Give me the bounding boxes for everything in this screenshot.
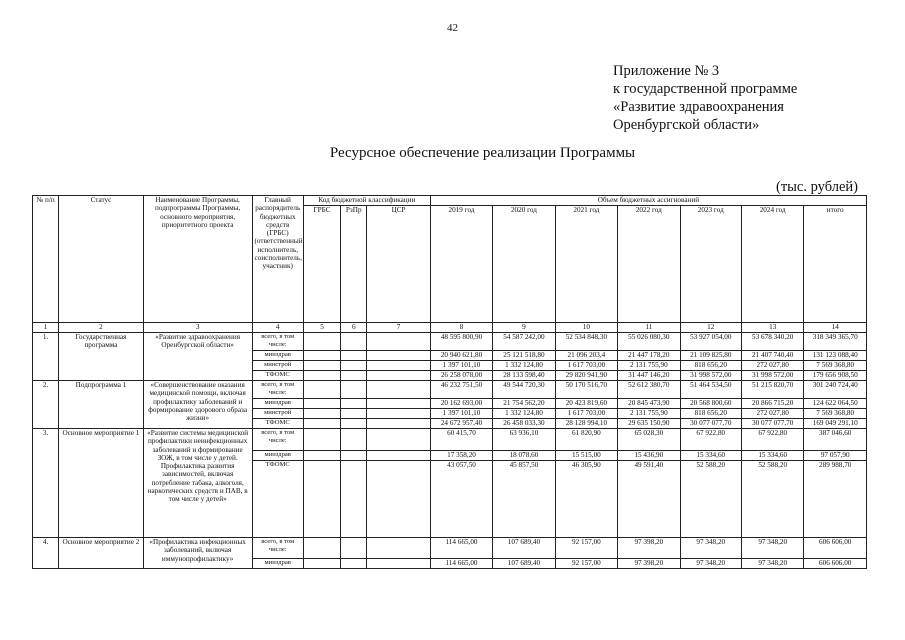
column-number: 5 xyxy=(303,323,340,333)
row-name: «Развитие системы медицинской профилактики неинфекционных заболеваний и формирование ЗОЖ, в том числе у детей. Профилактика развития зависимостей, включая потребление табака, алкоголя, наркотических средств и ПАВ, в том числе у детей» xyxy=(143,429,252,538)
amount-cell: 21 447 178,20 xyxy=(618,351,680,361)
code-cell xyxy=(303,381,340,399)
amount-cell: 31 998 572,00 xyxy=(680,371,741,381)
column-number: 3 xyxy=(143,323,252,333)
amount-cell: 20 940 621,80 xyxy=(430,351,492,361)
amount-cell: 52 534 848,30 xyxy=(555,333,617,351)
resource-table xyxy=(32,195,867,569)
code-cell xyxy=(341,409,367,419)
amount-cell: 26 258 078,00 xyxy=(430,371,492,381)
row-grbs: ТФОМС xyxy=(252,419,303,429)
column-number: 2 xyxy=(59,323,144,333)
row-grbs: ТФОМС xyxy=(252,461,303,538)
column-number: 4 xyxy=(252,323,303,333)
code-cell xyxy=(341,538,367,559)
row-grbs: всего, в том числе: xyxy=(252,429,303,451)
amount-cell: 20 866 715,20 xyxy=(741,399,803,409)
amount-cell: 2 131 755,90 xyxy=(618,409,680,419)
amount-cell: 67 922,80 xyxy=(680,429,741,451)
row-grbs: минздрав xyxy=(252,451,303,461)
page-number: 42 xyxy=(447,22,458,34)
appendix-block xyxy=(613,62,797,134)
row-grbs: всего, в том числе: xyxy=(252,333,303,351)
code-cell xyxy=(367,371,430,381)
column-number: 6 xyxy=(341,323,367,333)
header-csr: ЦСР xyxy=(367,206,430,323)
code-cell xyxy=(303,399,340,409)
header-grbs-main: Главный распорядитель бюджетных средств (ГРБС) (ответственный исполнитель, соисполнитель, участник) xyxy=(252,196,303,323)
total-cell: 606 606,00 xyxy=(804,538,867,559)
header-year: 2022 год xyxy=(618,206,680,323)
code-cell xyxy=(341,351,367,361)
code-cell xyxy=(367,451,430,461)
amount-cell: 21 407 740,40 xyxy=(741,351,803,361)
amount-cell: 1 617 703,00 xyxy=(555,409,617,419)
code-cell xyxy=(367,461,430,538)
appendix-line: «Развитие здравоохранения xyxy=(613,99,784,115)
header-year: 2020 год xyxy=(493,206,555,323)
column-number: 9 xyxy=(493,323,555,333)
total-cell: 7 569 368,80 xyxy=(804,409,867,419)
document-title: Ресурсное обеспечение реализации Программы xyxy=(329,145,636,161)
amount-cell: 20 162 693,00 xyxy=(430,399,492,409)
appendix-line: к государственной программе xyxy=(613,81,798,97)
amount-cell: 52 612 380,70 xyxy=(618,381,680,399)
amount-cell: 28 133 598,40 xyxy=(493,371,555,381)
amount-cell: 28 128 994,10 xyxy=(555,419,617,429)
amount-cell: 51 215 820,70 xyxy=(741,381,803,399)
amount-cell: 29 820 941,90 xyxy=(555,371,617,381)
code-cell xyxy=(341,451,367,461)
total-cell: 318 349 365,70 xyxy=(804,333,867,351)
code-cell xyxy=(341,461,367,538)
code-cell xyxy=(367,538,430,559)
amount-cell: 20 845 473,90 xyxy=(618,399,680,409)
header-year: 2021 год xyxy=(555,206,617,323)
code-cell xyxy=(303,419,340,429)
amount-cell: 97 348,20 xyxy=(741,538,803,559)
amount-cell: 52 588,20 xyxy=(680,461,741,538)
code-cell xyxy=(367,361,430,371)
amount-cell: 107 689,40 xyxy=(493,538,555,559)
total-cell: 131 123 088,40 xyxy=(804,351,867,361)
total-cell: 124 622 064,50 xyxy=(804,399,867,409)
row-grbs: всего, в том числе: xyxy=(252,381,303,399)
amount-cell: 20 423 819,60 xyxy=(555,399,617,409)
amount-cell: 20 568 800,60 xyxy=(680,399,741,409)
header-year: 2023 год xyxy=(680,206,741,323)
amount-cell: 114 665,00 xyxy=(430,538,492,559)
table-row xyxy=(33,429,867,451)
code-cell xyxy=(341,371,367,381)
code-cell xyxy=(303,461,340,538)
total-cell: 301 240 724,40 xyxy=(804,381,867,399)
amount-cell: 65 028,30 xyxy=(618,429,680,451)
header-status: Статус xyxy=(59,196,144,323)
row-status: Основное мероприятие 2 xyxy=(59,538,144,569)
amount-cell: 97 398,20 xyxy=(618,559,680,569)
amount-cell: 61 820,90 xyxy=(555,429,617,451)
row-grbs: минстрой xyxy=(252,361,303,371)
row-number: 4. xyxy=(33,538,59,569)
amount-cell: 2 131 755,90 xyxy=(618,361,680,371)
amount-cell: 17 358,20 xyxy=(430,451,492,461)
amount-cell: 49 544 720,30 xyxy=(493,381,555,399)
code-cell xyxy=(303,371,340,381)
amount-cell: 15 334,60 xyxy=(680,451,741,461)
amount-cell: 63 936,10 xyxy=(493,429,555,451)
amount-cell: 272 027,80 xyxy=(741,409,803,419)
amount-cell: 55 026 080,30 xyxy=(618,333,680,351)
code-cell xyxy=(303,429,340,451)
amount-cell: 46 232 751,50 xyxy=(430,381,492,399)
code-cell xyxy=(303,333,340,351)
appendix-line: Оренбургской области» xyxy=(613,117,760,133)
code-cell xyxy=(341,361,367,371)
header-name: Наименование Программы, подпрограммы Программы, основного мероприятия, приоритетного проекта xyxy=(143,196,252,323)
row-grbs: минздрав xyxy=(252,399,303,409)
amount-cell: 1 332 124,80 xyxy=(493,409,555,419)
amount-cell: 1 332 124,80 xyxy=(493,361,555,371)
amount-cell: 1 397 101,10 xyxy=(430,361,492,371)
amount-cell: 15 334,60 xyxy=(741,451,803,461)
column-number: 1 xyxy=(33,323,59,333)
table-row xyxy=(33,381,867,399)
row-grbs: ТФОМС xyxy=(252,371,303,381)
row-status: Государственная программа xyxy=(59,333,144,381)
row-grbs: всего, в том числе: xyxy=(252,538,303,559)
code-cell xyxy=(341,429,367,451)
table-row xyxy=(33,333,867,351)
header-rzpr: РзПр xyxy=(341,206,367,323)
amount-cell: 30 077 077,70 xyxy=(741,419,803,429)
amount-cell: 51 464 534,50 xyxy=(680,381,741,399)
column-number: 7 xyxy=(367,323,430,333)
column-numbers-row xyxy=(33,323,867,333)
total-cell: 289 988,70 xyxy=(804,461,867,538)
total-cell: 387 046,60 xyxy=(804,429,867,451)
amount-cell: 15 436,90 xyxy=(618,451,680,461)
amount-cell: 15 515,00 xyxy=(555,451,617,461)
amount-cell: 53 678 340,20 xyxy=(741,333,803,351)
amount-cell: 52 588,20 xyxy=(741,461,803,538)
code-cell xyxy=(367,381,430,399)
row-name: «Совершенствование оказания медицинской помощи, включая профилактику заболеваний и формирование здорового образа жизни» xyxy=(143,381,252,429)
total-cell: 169 049 291,10 xyxy=(804,419,867,429)
amount-cell: 97 348,20 xyxy=(741,559,803,569)
code-cell xyxy=(303,351,340,361)
amount-cell: 50 170 516,70 xyxy=(555,381,617,399)
amount-cell: 107 689,40 xyxy=(493,559,555,569)
amount-cell: 24 672 957,40 xyxy=(430,419,492,429)
amount-cell: 92 157,00 xyxy=(555,559,617,569)
code-cell xyxy=(367,429,430,451)
amount-cell: 46 305,90 xyxy=(555,461,617,538)
code-cell xyxy=(341,381,367,399)
amount-cell: 21 096 203,4 xyxy=(555,351,617,361)
amount-cell: 26 458 033,30 xyxy=(493,419,555,429)
code-cell xyxy=(341,559,367,569)
header-volume-group: Объем бюджетных ассигнований xyxy=(430,196,866,206)
units-label: (тыс. рублей) xyxy=(776,179,858,195)
amount-cell: 29 635 150,90 xyxy=(618,419,680,429)
amount-cell: 31 447 146,20 xyxy=(618,371,680,381)
header-num: № п/п xyxy=(33,196,59,323)
amount-cell: 54 587 242,00 xyxy=(493,333,555,351)
code-cell xyxy=(303,538,340,559)
code-cell xyxy=(367,559,430,569)
total-cell: 7 569 368,80 xyxy=(804,361,867,371)
column-number: 13 xyxy=(741,323,803,333)
header-grbs: ГРБС xyxy=(303,206,340,323)
row-grbs: минздрав xyxy=(252,559,303,569)
row-status: Подпрограмма 1 xyxy=(59,381,144,429)
row-grbs: минздрав xyxy=(252,351,303,361)
amount-cell: 1 397 101,10 xyxy=(430,409,492,419)
header-total: итого xyxy=(804,206,867,323)
column-number: 12 xyxy=(680,323,741,333)
code-cell xyxy=(341,399,367,409)
amount-cell: 49 591,40 xyxy=(618,461,680,538)
amount-cell: 48 595 800,90 xyxy=(430,333,492,351)
total-cell: 606 606,00 xyxy=(804,559,867,569)
amount-cell: 25 121 518,80 xyxy=(493,351,555,361)
code-cell xyxy=(303,451,340,461)
code-cell xyxy=(303,559,340,569)
amount-cell: 114 665,00 xyxy=(430,559,492,569)
column-number: 10 xyxy=(555,323,617,333)
code-cell xyxy=(367,333,430,351)
amount-cell: 818 656,20 xyxy=(680,361,741,371)
amount-cell: 67 922,80 xyxy=(741,429,803,451)
header-year: 2019 год xyxy=(430,206,492,323)
code-cell xyxy=(341,333,367,351)
amount-cell: 97 398,20 xyxy=(618,538,680,559)
table-row xyxy=(33,538,867,559)
amount-cell: 818 656,20 xyxy=(680,409,741,419)
amount-cell: 18 078,60 xyxy=(493,451,555,461)
table-header xyxy=(33,196,867,333)
amount-cell: 21 109 825,80 xyxy=(680,351,741,361)
code-cell xyxy=(367,409,430,419)
header-code-group: Код бюджетной классификации xyxy=(303,196,430,206)
appendix-line: Приложение № 3 xyxy=(613,63,720,79)
column-number: 14 xyxy=(804,323,867,333)
amount-cell: 97 348,20 xyxy=(680,559,741,569)
row-number: 2. xyxy=(33,381,59,429)
amount-cell: 1 617 703,00 xyxy=(555,361,617,371)
code-cell xyxy=(303,361,340,371)
amount-cell: 31 998 572,00 xyxy=(741,371,803,381)
table-body xyxy=(33,333,867,569)
column-number: 8 xyxy=(430,323,492,333)
code-cell xyxy=(367,351,430,361)
amount-cell: 30 077 077,70 xyxy=(680,419,741,429)
row-name: «Профилактика инфекционных заболеваний, включая иммунопрофилактику» xyxy=(143,538,252,569)
column-number: 11 xyxy=(618,323,680,333)
total-cell: 179 656 908,50 xyxy=(804,371,867,381)
amount-cell: 60 415,70 xyxy=(430,429,492,451)
header-year: 2024 год xyxy=(741,206,803,323)
amount-cell: 21 754 562,20 xyxy=(493,399,555,409)
row-name: «Развитие здравоохранения Оренбургской области» xyxy=(143,333,252,381)
code-cell xyxy=(367,419,430,429)
amount-cell: 97 348,20 xyxy=(680,538,741,559)
amount-cell: 92 157,00 xyxy=(555,538,617,559)
amount-cell: 53 927 054,00 xyxy=(680,333,741,351)
total-cell: 97 057,90 xyxy=(804,451,867,461)
code-cell xyxy=(341,419,367,429)
code-cell xyxy=(367,399,430,409)
row-number: 1. xyxy=(33,333,59,381)
row-grbs: минстрой xyxy=(252,409,303,419)
row-status: Основное мероприятие 1 xyxy=(59,429,144,538)
amount-cell: 43 057,50 xyxy=(430,461,492,538)
amount-cell: 272 027,80 xyxy=(741,361,803,371)
row-number: 3. xyxy=(33,429,59,538)
amount-cell: 45 857,50 xyxy=(493,461,555,538)
code-cell xyxy=(303,409,340,419)
